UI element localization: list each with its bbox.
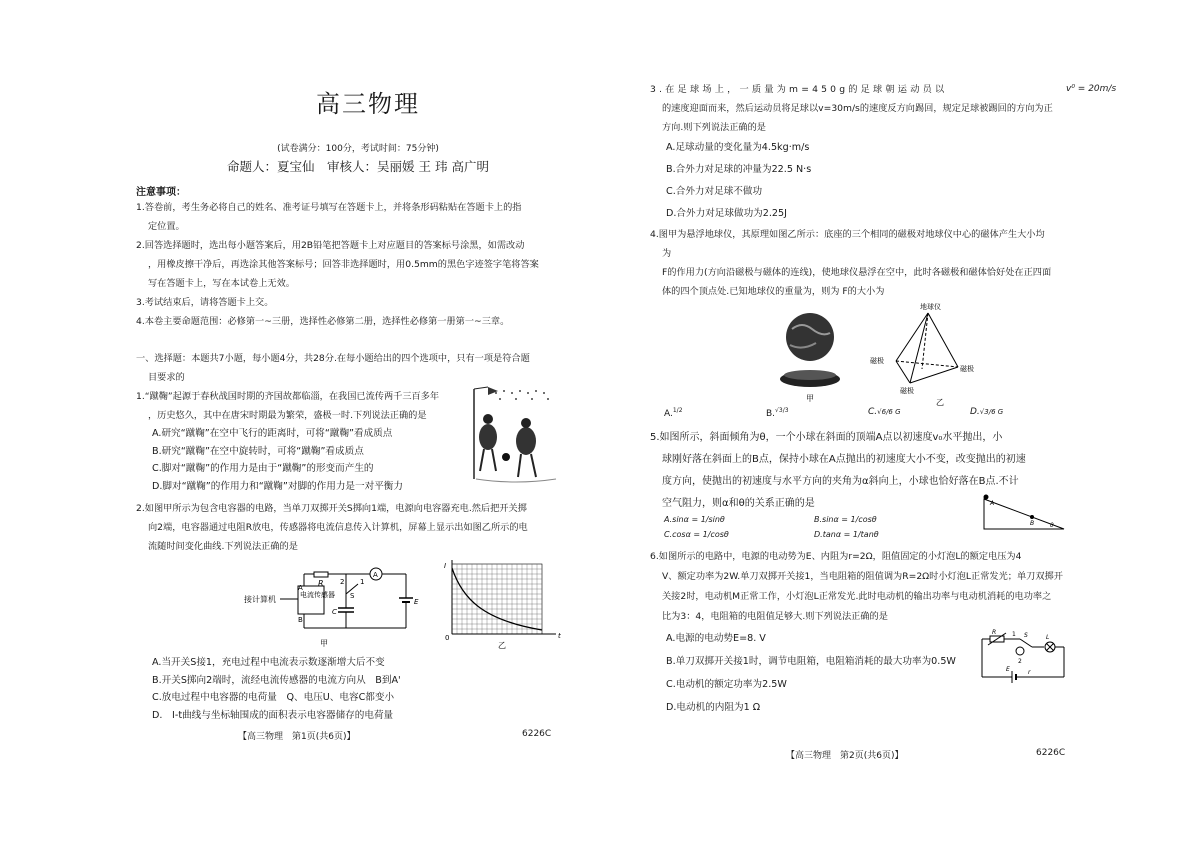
page-footer: 【高三物理 第1页(共6页)】 xyxy=(238,732,356,742)
q5-option-b: B.sinα = 1/cosθ xyxy=(814,515,877,524)
q3-option-c: C.合外力对足球不做功 xyxy=(666,186,763,197)
q1-stem-line: ，历史悠久，其中在唐宋时期最为繁荣，盛极一时.下列说法正确的是 xyxy=(148,410,427,421)
page-footer: 【高三物理 第2页(共6页)】 xyxy=(786,751,904,761)
q6-stem-line: V、额定功率为2W.单刀双掷开关接1，当电阻箱的阻值调为R=2Ω时小灯泡L正常发光；单刀双掷开 xyxy=(662,571,1063,582)
notice-line: 写在答题卡上，写在本试卷上无效。 xyxy=(148,278,295,289)
q6-circuit-figure xyxy=(976,627,1070,685)
circuit-diagram xyxy=(244,568,419,648)
notice-list xyxy=(136,198,560,331)
q5-stem-line: 球刚好落在斜面上的B点，保持小球在A点抛出的初速度大小不变，改变抛出的初速 xyxy=(662,454,1026,465)
q3-initial-velocity: v⁰ = 20m/s xyxy=(1066,84,1117,94)
origin-label: 0 xyxy=(445,634,450,642)
notice-line: 2.回答选择题时，选出每小题答案后，用2B铅笔把答题卡上对应题目的答案标号涂黑，如需改动 xyxy=(136,240,525,251)
q2-stem-line: 流随时间变化曲线.下列说法正确的是 xyxy=(148,541,298,552)
q2-option-b: B.开关S掷向2端时，流经电流传感器的电流方向从 B到A' xyxy=(152,674,401,686)
page-code: 6226C xyxy=(522,729,552,739)
question-3 xyxy=(650,80,1140,225)
q4-option-a: A.$^{1/2}$ xyxy=(664,407,683,419)
q4-stem-line: 体的四个顶点处.已知地球仪的重量为，则为 F的大小为 xyxy=(662,286,885,297)
notice-line: 定位置。 xyxy=(148,221,185,232)
q2-stem-line: 2.如图甲所示为包含电容器的电路，当单刀双掷开关S掷向1端，电源向电容器充电.然后把开关掷 xyxy=(136,503,527,514)
q5-stem-line: 度方向，使抛出的初速度与水平方向的夹角为α斜向上，小球也恰好落在B点.不计 xyxy=(662,476,1019,487)
s-label: S xyxy=(1024,632,1028,639)
q4-option-c: C.√6/6 G xyxy=(868,407,901,417)
notice-line: 4.本卷主要命题范围：必修第一~三册，选择性必修第二册，选择性必修第一册第一~三章。 xyxy=(136,316,510,327)
notice-line: 3.考试结束后，请将答题卡上交。 xyxy=(136,297,274,308)
point-a-label: A xyxy=(990,500,995,507)
q1-option-c: C.脚对“蹴鞠”的作用力是由于“蹴鞠”的形变而产生的 xyxy=(152,463,374,474)
two-label: 2 xyxy=(340,578,345,586)
current-time-graph xyxy=(444,560,561,650)
q2-figures xyxy=(236,560,656,652)
q4-figures xyxy=(760,301,1060,413)
e-label: E xyxy=(414,598,419,606)
q6-option-c: C.电动机的额定功率为2.5W xyxy=(666,679,787,690)
q4-options xyxy=(650,407,1140,419)
q5-stem-line: 5.如图所示，斜面倾角为θ，一个小球在斜面的顶端A点以初速度v₀水平抛出，小 xyxy=(650,432,1003,443)
exam-authors: 命题人：夏宝仙 审核人：吴丽媛 王 玮 高广明 xyxy=(227,159,489,174)
l-label: L xyxy=(1046,634,1050,641)
q4-stem-line: F的作用力(方向沿磁极与磁体的连线)，使地球仪悬浮在空中，此时各磁极和磁体恰好处在正四面 xyxy=(662,267,1052,278)
sensor-label: 电流传感器 xyxy=(300,591,335,599)
e-label: E xyxy=(1006,666,1010,673)
q1-option-b: B.研究“蹴鞠”在空中旋转时，可将“蹴鞠”看成质点 xyxy=(152,445,364,457)
exam-title: 高三物理 xyxy=(316,90,420,118)
ammeter-label: A xyxy=(373,571,378,579)
a-label: A xyxy=(298,584,303,592)
q2-option-d: D. I-t曲线与坐标轴围成的面积表示电容器储存的电荷量 xyxy=(152,709,394,721)
figure-yi-label: 乙 xyxy=(498,641,506,650)
page-code: 6226C xyxy=(1036,748,1066,758)
q4-option-d: D.√3/6 G xyxy=(970,407,1004,417)
cuju-illustration xyxy=(466,379,566,489)
one-label: 1 xyxy=(1012,631,1016,638)
q3-option-d: D.合外力对足球做功为2.25J xyxy=(666,208,787,219)
q3-stem-line: 方向.则下列说法正确的是 xyxy=(662,122,766,133)
question-2 xyxy=(136,499,560,724)
q3-stem-line: 的速度迎面而来，然后运动员将足球以v=30m/s的速度反方向踢回，规定足球被踢回的方向为正 xyxy=(662,103,1053,114)
question-1 xyxy=(136,387,560,495)
internal-r-label: r xyxy=(1028,669,1031,676)
q5-options xyxy=(650,515,964,539)
q6-option-b: B.单刀双掷开关接1时，调节电阻箱，电阻箱消耗的最大功率为0.5W xyxy=(666,656,956,667)
s-label: S xyxy=(350,592,355,600)
b-label: B xyxy=(298,616,303,624)
computer-label: 接计算机 xyxy=(244,595,276,604)
q2-option-a: A.当开关S接1，充电过程中电流表示数逐渐增大后不变 xyxy=(152,657,385,668)
q4-stem-line: 4.图甲为悬浮地球仪，其原理如图乙所示：底座的三个相同的磁极对地球仪中心的磁体产生大小均 xyxy=(650,229,1045,240)
section-line: 目要求的 xyxy=(148,372,185,383)
pole-label: 磁极 xyxy=(870,357,884,365)
two-label: 2 xyxy=(1018,658,1022,665)
q3-option-b: B.合外力对足球的冲量为22.5 N·s xyxy=(666,164,812,175)
figure-jia-label: 甲 xyxy=(320,639,328,648)
q6-option-d: D.电动机的内阻为1 Ω xyxy=(666,702,761,713)
section-line: 一、选择题：本题共7小题，每小题4分，共28分.在每小题给出的四个选项中，只有一项是符合题 xyxy=(136,353,530,364)
q3-stem-line: 3.在足球场上，一质量为m=450g的足球朝运动员以 xyxy=(650,84,948,95)
exam-subtitle: (试卷满分：100分，考试时间：75分钟) xyxy=(277,144,439,154)
c-label: C xyxy=(332,608,337,616)
figure-jia-label: 甲 xyxy=(806,394,814,403)
q5-stem-line: 空气阻力，则α和θ的关系正确的是 xyxy=(662,498,815,509)
q1-option-a: A.研究“蹴鞠”在空中飞行的距离时，可将“蹴鞠”看成质点 xyxy=(152,428,393,439)
notice-line: ，用橡皮擦干净后，再选涂其他答案标号；回答非选择题时，用0.5mm的黑色字迹签字笔将答案 xyxy=(148,259,539,270)
q4-stem-line: 为 xyxy=(662,248,672,259)
q6-stem-line: 比为3：4，电阻箱的电阻值足够大.则下列说法正确的是 xyxy=(662,611,888,622)
pole-label: 磁极 xyxy=(960,365,974,373)
pole-label: 磁极 xyxy=(900,387,914,395)
globe-label: 地球仪 xyxy=(920,303,941,311)
q6-option-a: A.电源的电动势E=8. V xyxy=(666,633,766,644)
q2-stem-line: 向2端，电容器通过电阻R放电，传感器将电流信息传入计算机，屏幕上显示出如图乙所示的电 xyxy=(148,522,528,533)
theta-label: θ xyxy=(1050,522,1054,529)
t-axis-label: t xyxy=(558,632,561,640)
q1-stem-line: 1.“蹴鞠”起源于春秋战国时期的齐国故都临淄，在我国已流传两千三百多年 xyxy=(136,391,440,402)
floating-globe-figure xyxy=(780,313,840,403)
r-label: R xyxy=(992,629,997,636)
question-6 xyxy=(650,547,1140,719)
tetrahedron-figure xyxy=(870,302,974,407)
figure-yi-label: 乙 xyxy=(936,398,944,407)
q1-option-d: D.脚对“蹴鞠”的作用力和“蹴鞠”对脚的作用力是一对平衡力 xyxy=(152,480,403,492)
point-b-label: B xyxy=(1030,520,1035,527)
q6-stem-line: 6.如图所示的电路中，电源的电动势为E、内阻为r=2Ω，阻值固定的小灯泡L的额定电压为4 xyxy=(650,551,1022,562)
incline-figure xyxy=(980,493,1070,535)
q3-option-a: A.足球动量的变化量为4.5kg·m/s xyxy=(666,142,810,153)
i-axis-label: I xyxy=(444,562,447,570)
q6-stem-line: 关接2时，电动机M正常工作，小灯泡L正常发光.此时电动机的输出功率与电动机消耗的电功率之 xyxy=(662,591,1052,602)
q2-option-c: C.放电过程中电容器的电荷量 Q、电压U、电容C都变小 xyxy=(152,692,395,703)
notice-line: 1.答卷前，考生务必将自己的姓名、准考证号填写在答题卡上，并将条形码粘贴在答题卡上的指 xyxy=(136,202,522,213)
q5-option-a: A.sinα = 1/sinθ xyxy=(664,515,725,524)
q4-option-b: B.$^{√3/3}$ xyxy=(766,407,789,419)
question-4 xyxy=(650,225,1140,419)
q5-option-d: D.tanα = 1/tanθ xyxy=(814,530,879,539)
one-label: 1 xyxy=(360,578,365,586)
r-label: R xyxy=(318,579,324,588)
notice-heading: 注意事项： xyxy=(136,187,186,198)
page-2 xyxy=(600,0,1200,848)
question-5 xyxy=(650,427,1140,539)
q5-option-c: C.cosα = 1/cosθ xyxy=(664,530,729,539)
